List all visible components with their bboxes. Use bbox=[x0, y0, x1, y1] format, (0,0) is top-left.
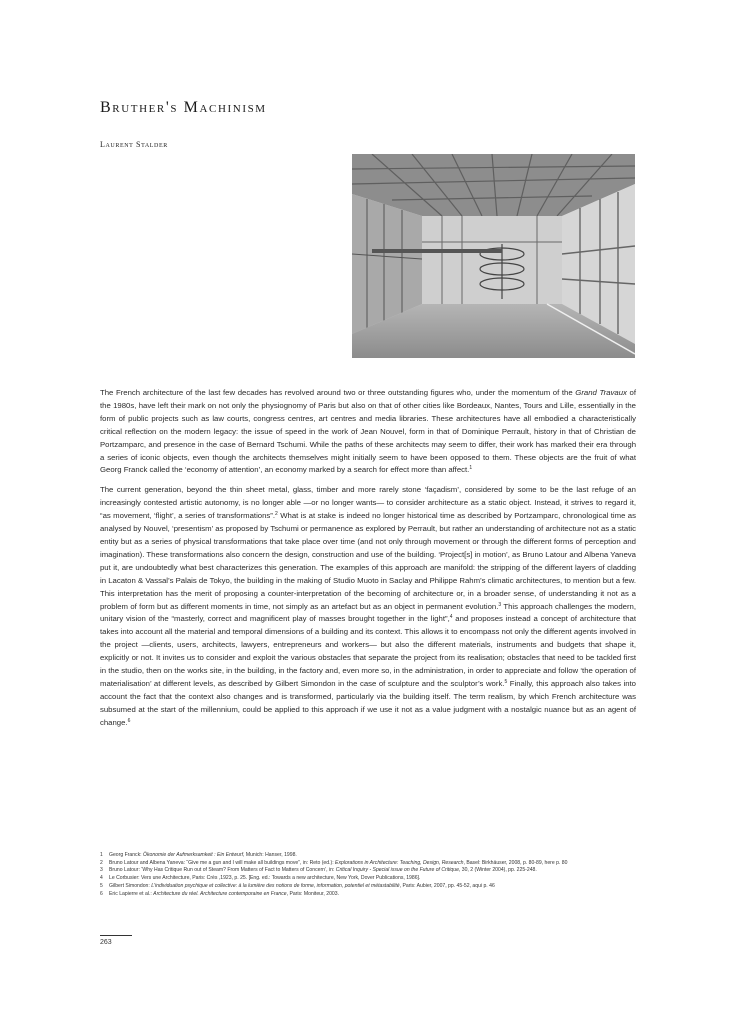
footnote: 3 Bruno Latour: ‘Why Has Critique Run out of Steam? From Matters of Fact to Matters of Concern’, in: Critical Inquiry - Special issue on the Future of Critique, 30, 2 (Winter 2004), pp. 225-248. bbox=[100, 867, 537, 874]
footnote-ref[interactable]: 5 bbox=[504, 678, 508, 685]
article-body bbox=[100, 387, 636, 737]
paragraph: The French architecture of the last few decades has revolved around two or three outstanding figures who, under the momentum of the Grand Travaux of the 1980s, have left their mark on not only the physiognomy of Paris but also on that of other cities like Bordeaux, Nantes, Tours and Lille, essentially in the form of public projects such as law courts, congress centres, art centres and media libraries. These architectures have all embodied a characteristically critical reflection on the modern legacy: the issue of speed in the work of Jean Nouvel, form in that of Dominique Perrault, history in that of Christian de Portzamparc, and presence in the case of Bernard Tschumi. While the paths of these architects may seem to differ, their work has marked their era through a series of iconic objects, even though the architects themselves might initially seem to have been opposed to them. These objects are the fruit of what Georg Franck called the ‘economy of attention’, an economy marked by a search for effect more than affect.$^1$ bbox=[100, 388, 636, 475]
footnote-ref[interactable]: 6 bbox=[127, 717, 131, 724]
footnotes bbox=[100, 852, 636, 898]
footnote-ref[interactable]: 2 bbox=[275, 511, 278, 518]
footnote-ref[interactable]: 1 bbox=[469, 465, 473, 472]
footnote-ref[interactable]: 3 bbox=[498, 601, 502, 608]
footnote: 5 Gilbert Simondon: L'individuation psychique et collective: à la lumière des notions de forme, information, potentiel et métastabilité, Paris: Aubier, 2007, pp. 45-52, aqui p. 46 bbox=[100, 882, 495, 889]
footnote: 1 Georg Franck: Ökonomie der Aufmerksamkeit : Ein Entwurf, Munich: Hanser, 1998. bbox=[100, 852, 297, 858]
footnote-ref[interactable]: 4 bbox=[449, 614, 453, 621]
paragraph: The current generation, beyond the thin sheet metal, glass, timber and more rarely stone ‘façadism’, considered by some to be the last refuge of an increasingly contested artistic autonomy, is no longer able —or no longer wants— to consider architecture as a static object. Instead, it strives to regard it, “as movement, ‘flight’, a series of transformations”.$^2$ What is at stake is indeed no longer historical time as described by Portzamparc, chronological time as analysed by Nouvel, ‘presentism’ as proposed by Tschumi or permanence as explored by Perrault, but rather an understanding of architecture not as a static entity but as a series of physical transformations that take place over time (and not only through movement or through the different forms of perception and imagination). These transformations also concern the design, construction and use of the building. ‘Project[s] in motion’, as Bruno Latour and Albena Yaneva put it, are undoubtedly what best characterizes this generation. The examples of this approach are manifold: the stripping of the different layers of cladding in Lacaton & Vassal’s Palais de Tokyo, the building in the making of Studio Muoto in Saclay and Philippe Rahm’s climatic architectures, to mention but a few. This interpretation has the merit of proposing a counter-interpretation of the becoming of architecture or, in a broader sense, of understanding it not as a problem of form but as different moments in time, not simply as an artefact but as an object in permanent evolution.$^3$ This approach challenges the modern, unitary vision of the “masterly, correct and magnificent play of masses brought together in the light”,$^4$ and proposes instead a concept of architecture that takes into account all the material and temporal dimensions of a building and its context. This allows it to encompass not only the different agents involved in the project —clients, users, architects, lawyers, entrepreneurs and workers— but also the different materials, instruments and budgets that shape it, explicitly or not. It invites us to consider and exploit the various obstacles that separate the project from its realisation; obstacles that need to be tackled first in the studio, then on the works site, in the building, in the factory and, even more so, in the administration, in order to appreciate and follow ‘the operation of materialisation’ at different levels, as described by Gilbert Simondon in the case of sculpture and the sculptor’s work.$^5$ Finally, this approach also takes into account the fact that the context also changes and is transformed, particularly via the building itself. The term realism, by which French architecture was subsumed at the start of the millennium, could be applied to this approach if we use it not as a value judgment with a nostalgic nuance but as an agent of change.$^6$ bbox=[100, 485, 636, 727]
page-number: 263 bbox=[100, 939, 112, 946]
photo-interior-icon bbox=[352, 154, 635, 358]
page-number-rule bbox=[100, 935, 132, 936]
author-name: Laurent Stalder bbox=[100, 140, 168, 149]
footnote: 4 Le Corbusier: Vers une Architecture, Paris: Crès ,1923, p. 25. [Eng. ed.: Towards a new architecture, New York, Dover Publications, 1986]. bbox=[100, 875, 421, 882]
footnote: 6 Eric Lapierre et al.: Architecture du réel. Architecture contemporaine en France, Paris: Moniteur, 2003. bbox=[100, 890, 340, 897]
footnote: 2 Bruno Latour and Albena Yaneva: “Give me a gun and I will make all buildings move”, in: Reto (ed.): Explorations in Architecture: Teaching, Design, Research, Basel: Birkhäuser, 2008, p. 80-89, here p. 80 bbox=[100, 859, 568, 866]
article-title: Bruther's Machinism bbox=[100, 99, 267, 116]
interior-photograph bbox=[352, 154, 635, 358]
